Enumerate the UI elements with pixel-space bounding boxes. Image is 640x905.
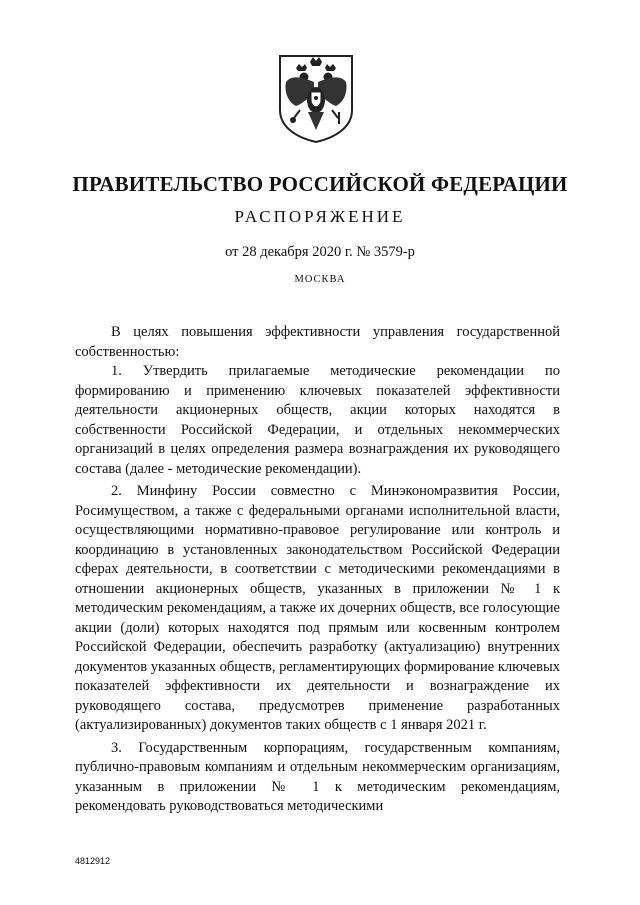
document-body	[75, 323, 560, 817]
document-type-heading: РАСПОРЯЖЕНИЕ	[234, 207, 406, 226]
paragraph-item-1: 1. Утвердить прилагаемые методические рекомендации по формированию и применению ключевых показателей эффективности деятельности акционерных обществ, акции которых находятся в собственности Российской Федерации, и отдельных некоммерческих организаций в целях определения размера вознаграждения их руководящего состава (далее - методические рекомендации).	[75, 363, 560, 477]
paragraph-preamble: В целях повышения эффективности управления государственной собственностью:	[75, 324, 560, 360]
paragraph-item-2: 2. Минфину России совместно с Минэкономразвития России, Росимуществом, а также с федеральными органами исполнительной власти, осуществляющими нормативно-правовое регулирование или контроль и координацию в установленных законодательством Российской Федерации сферах деятельности, в соответствии с методическими рекомендациями в отношении акционерных обществ, указанных в приложении № 1 к методическим рекомендациям, а также их дочерних обществ, все голосующие акции (доли) которых находятся под прямым или косвенным контролем Российской Федерации, обеспечить разработку (актуализацию) внутренних документов указанных обществ, регламентирующих формирование ключевых показателей эффективности их деятельности и вознаграждение их руководящего состава, предусмотрев применение разработанных (актуализированных) документов таких обществ с 1 января 2021 г.	[75, 483, 560, 733]
document-date-and-number: от 28 декабря 2020 г. № 3579-р	[225, 244, 415, 260]
issuing-authority-title: ПРАВИТЕЛЬСТВО РОССИЙСКОЙ ФЕДЕРАЦИИ	[72, 172, 568, 196]
document-id-footer: 4812912	[75, 856, 111, 866]
document-city: МОСКВА	[294, 274, 346, 285]
coat-of-arms-emblem-icon	[274, 52, 358, 144]
paragraph-item-3: 3. Государственным корпорациям, государственным компаниям, публично-правовым компаниям и отдельным некоммерческим организациям, указанным в приложении № 1 к методическим рекомендациям, рекомендовать руководствоваться методическими	[75, 739, 560, 814]
